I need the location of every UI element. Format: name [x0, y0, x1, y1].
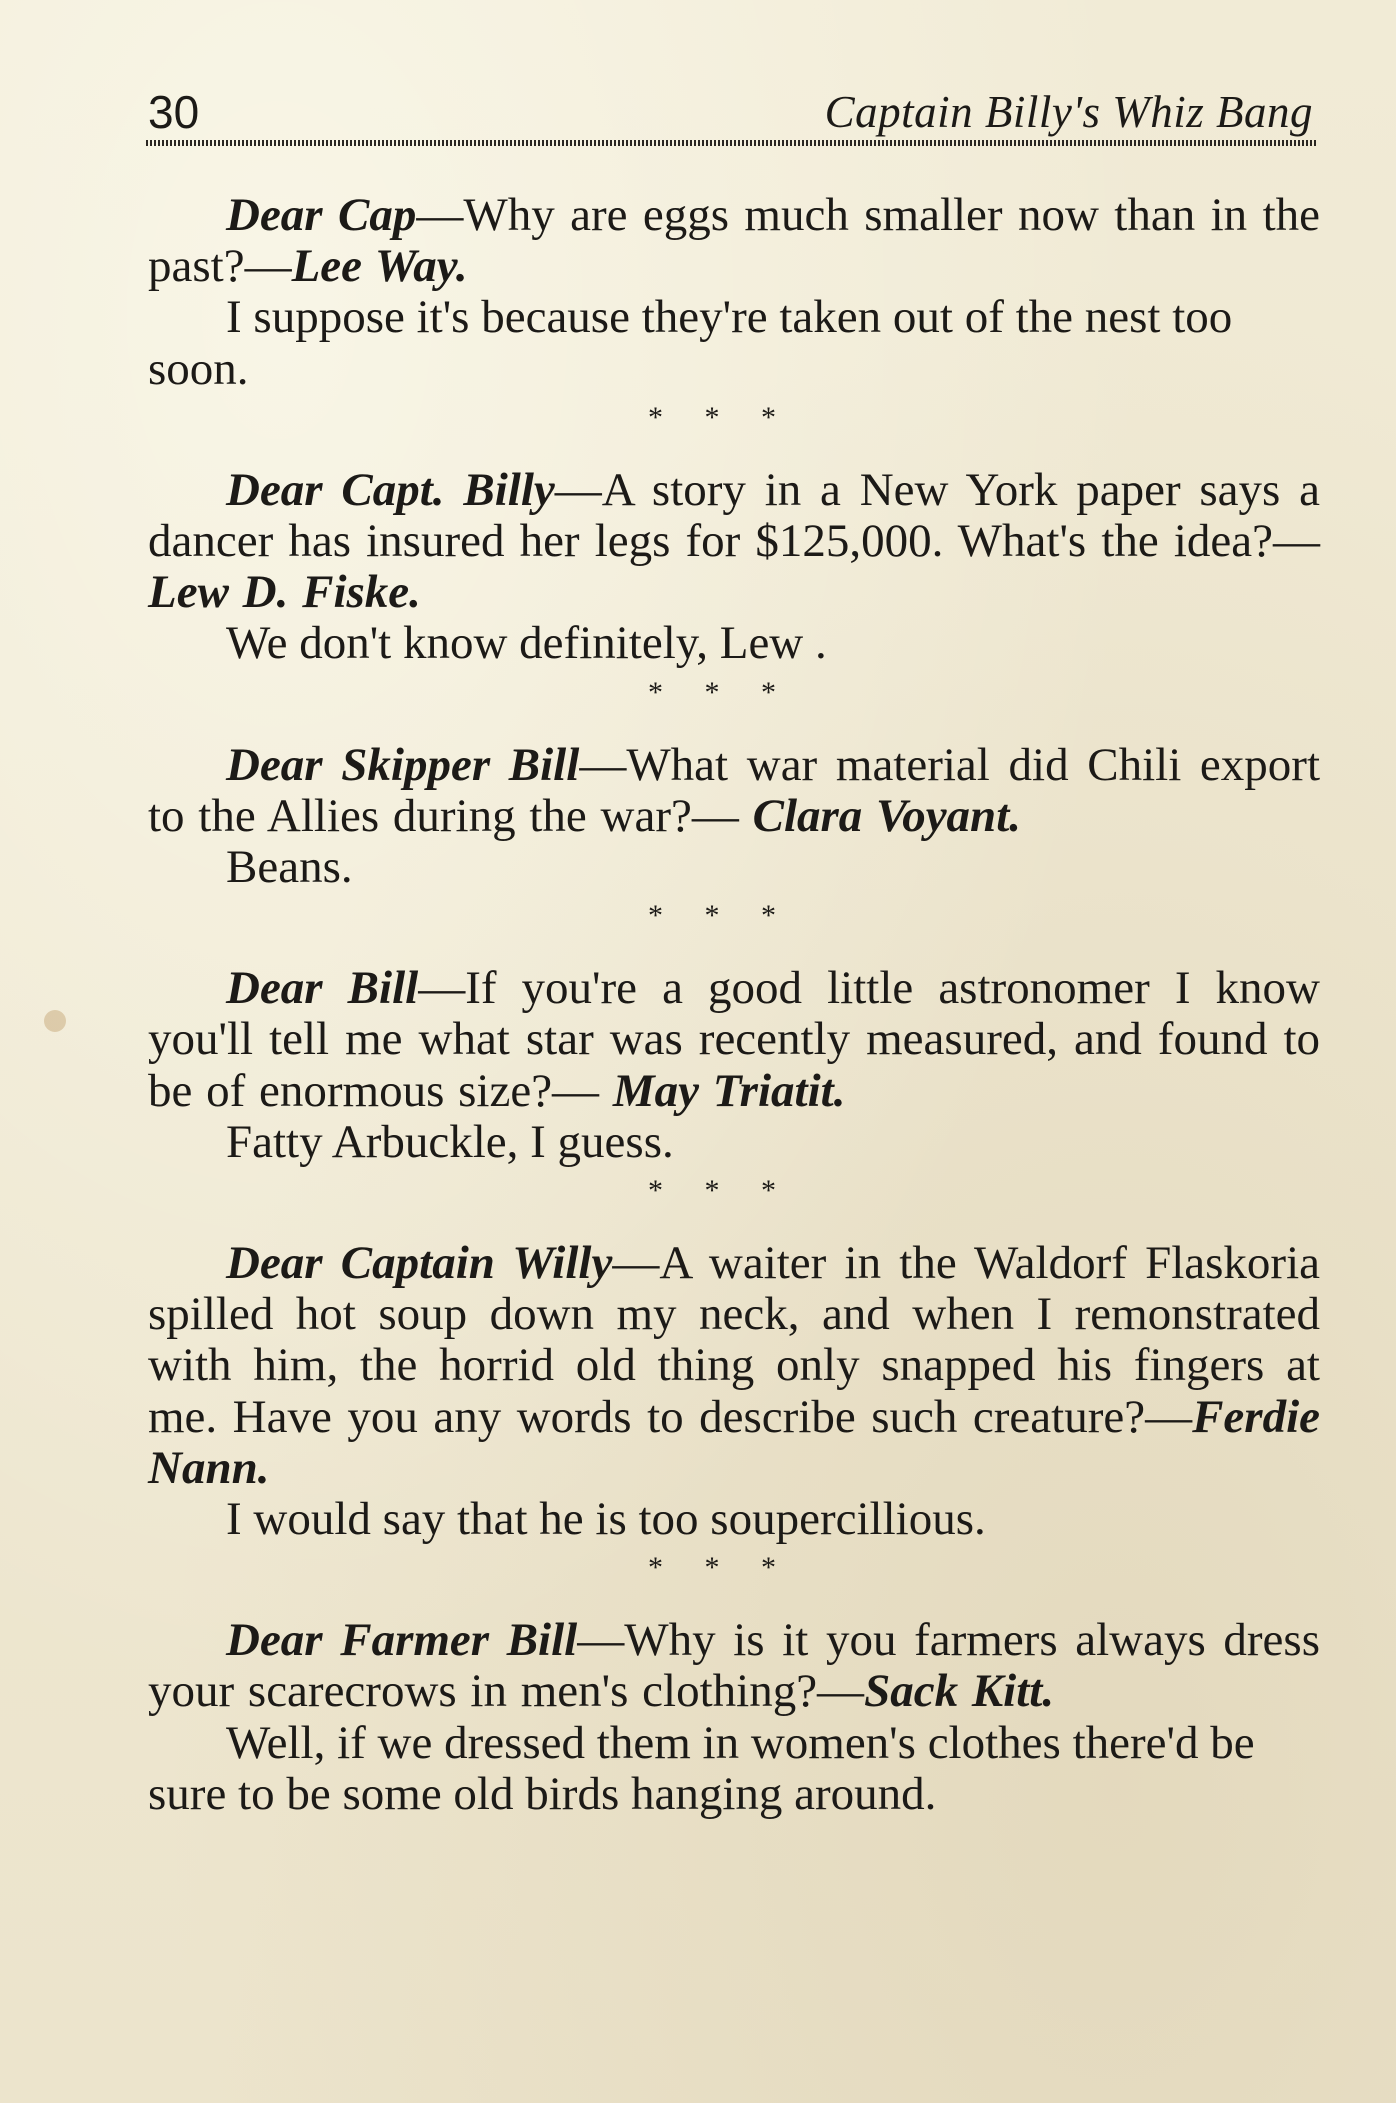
letter-item: [148, 1238, 1320, 1545]
letter-signature: Lee Way.: [291, 240, 468, 293]
separator-space: [148, 938, 1320, 963]
letter-item: [148, 465, 1320, 670]
letter-signature: Lew D. Fiske.: [148, 566, 421, 619]
letter-answer: Fatty Arbuckle, I guess.: [226, 1115, 674, 1168]
letter-question-text: —What war material did Chili export to the Allies during the war?—: [148, 738, 1321, 842]
page-header: [148, 86, 1313, 138]
separator-stars: * * *: [648, 675, 776, 709]
letter-item: [148, 740, 1320, 894]
letter-question-text: —Why are eggs much smaller now than in the past?—: [148, 189, 1320, 293]
letter-salutation: Dear Capt. Billy: [226, 463, 555, 516]
letter-question: [148, 1615, 1320, 1717]
letter-question: [148, 1238, 1320, 1494]
letter-salutation: Dear Cap: [226, 189, 417, 241]
letter-item: [148, 963, 1320, 1168]
letter-question-text: —A waiter in the Waldorf Flaskoria spilled hot soup down my neck, and when I remonstrated with him, the horrid old thing only snapped his fingers at me. Have you any words to describe such creature?—: [148, 1237, 1320, 1443]
letter-question: [148, 740, 1320, 842]
running-title: Captain Billy's Whiz Bang: [824, 87, 1313, 137]
separator-stars: * * *: [648, 1551, 776, 1585]
separator-space: [148, 1213, 1320, 1238]
letters-column: [148, 190, 1320, 1820]
letter-question-text: —Why is it you farmers always dress your scarecrows in men's clothing?—: [148, 1614, 1320, 1718]
separator-stars: * * *: [648, 1174, 776, 1208]
paper-stain: [44, 1010, 66, 1032]
header-rule: [146, 140, 1316, 146]
letter-salutation: Dear Farmer Bill: [226, 1614, 578, 1667]
letter-salutation: Dear Skipper Bill: [226, 738, 580, 791]
letter-question-text: —A story in a New York paper says a dancer has insured her legs for $125,000. What's the idea?—: [148, 463, 1320, 568]
letter-answer: We don't know definitely, Lew .: [226, 617, 827, 670]
letter-answer: I would say that he is too soupercillious.: [226, 1493, 986, 1546]
letter-answer: Well, if we dressed them in women's clothes there'd be sure to be some old birds hanging around.: [148, 1716, 1255, 1820]
separator-space: [148, 440, 1320, 465]
letter-answer: I suppose it's because they're taken out of the nest too soon.: [148, 291, 1233, 395]
letter-signature: May Triatit.: [612, 1064, 846, 1117]
letter-signature: Ferdie Nann.: [148, 1390, 1320, 1494]
separator-stars: * * *: [648, 400, 776, 434]
separator-stars: * * *: [648, 899, 776, 933]
separator-space: [148, 715, 1320, 740]
letter-answer: Beans.: [226, 841, 353, 894]
letter-question: [148, 190, 1320, 292]
separator-space: [148, 1590, 1320, 1615]
letter-question: [148, 465, 1320, 619]
letter-signature: Sack Kitt.: [864, 1665, 1055, 1718]
letter-signature: Clara Voyant.: [752, 789, 1022, 842]
letter-salutation: Dear Captain Willy: [226, 1237, 613, 1290]
page-number: 30: [148, 86, 200, 138]
letter-item: [148, 190, 1320, 395]
letter-question-text: —If you're a good little astronomer I know you'll tell me what star was recently measured, and found to be of enormous size?—: [148, 962, 1320, 1117]
letter-question: [148, 963, 1320, 1117]
letter-salutation: Dear Bill: [226, 962, 419, 1015]
letter-item: [148, 1615, 1320, 1820]
